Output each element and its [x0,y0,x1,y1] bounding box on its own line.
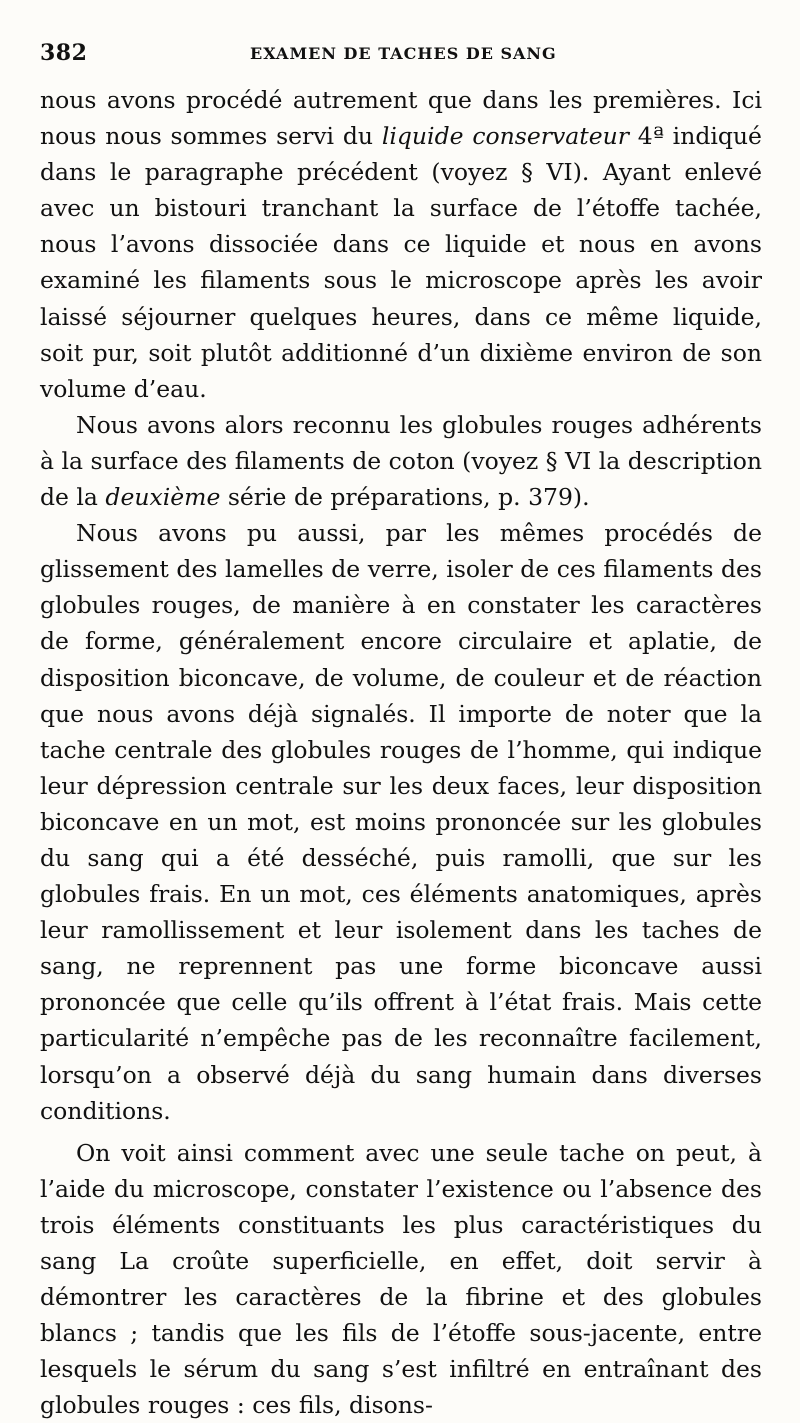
paragraph-4-text: On voit ainsi comment avec une seule tache on peut, à l’aide du microscope, constater l’existence ou l’absence des trois éléments constituants les plus caractéristiques du sang La croûte superficielle, en effet, doit servir à démontrer les caractères de la fibrine et des globules blancs ; tandis que les fils de l’étoffe sous-jacente, entre lesquels le sérum du sang s’est infiltré en entraînant des globules rouges : ces fils, disons- [40,1138,762,1420]
paragraph-4 [40,1135,762,1423]
paragraph-2-text-b: série de préparations, p. 379). [220,483,590,512]
paragraph-3-text: Nous avons pu aussi, par les mêmes procédés de glissement des lamelles de verre, isoler de ces filaments des globules rouges, de manière à en constater les caractères de forme, généralement encore circulaire et aplatie, de disposition biconcave, de volume, de couleur et de réaction que nous avons déjà signalés. Il importe de noter que la tache centrale des globules rouges de l’homme, qui indique leur dépression centrale sur les deux faces, leur disposition biconcave en un mot, est moins prononcée sur les globules du sang qui a été desséché, puis ramolli, que sur les globules frais. En un mot, ces éléments anatomiques, après leur ramollissement et leur isolement dans les taches de sang, ne reprennent pas une forme biconcave aussi prononcée que celle qu’ils offrent à l’état frais. Mais cette particularité n’empêche pas de les reconnaître facilement, lorsqu’on a observé déjà du sang humain dans diverses conditions. [40,519,762,1125]
page-header [40,40,760,76]
running-head: EXAMEN DE TACHES DE SANG [250,44,557,63]
paragraph-2-text-a: Nous avons alors reconnu les globules rouges adhérents à la surface des filaments de coton (voyez § VI la description de la [40,410,762,512]
paragraph-1-text-b: 4ª indiqué dans le paragraphe précédent (voyez § VI). Ayant enlevé avec un bistouri tranchant la surface de l’étoffe tachée, nous l’avons dissociée dans ce liquide et nous en avons examiné les filaments sous le microscope après les avoir laissé séjourner quelques heures, dans ce même liquide, soit pur, soit plutôt additionné d’un dixième environ de son volume d’eau. [40,122,762,403]
paragraph-2-italic: deuxième [105,483,221,512]
paragraph-1-italic: liquide conservateur [381,122,629,151]
paragraph-1 [40,82,762,407]
body-text [40,82,762,1423]
page-number: 382 [40,40,88,66]
paragraph-2 [40,407,762,515]
paragraph-3 [40,515,762,1129]
paragraph-1-text-a: nous avons procédé autrement que dans les premières. Ici nous nous sommes servi du [40,86,762,151]
